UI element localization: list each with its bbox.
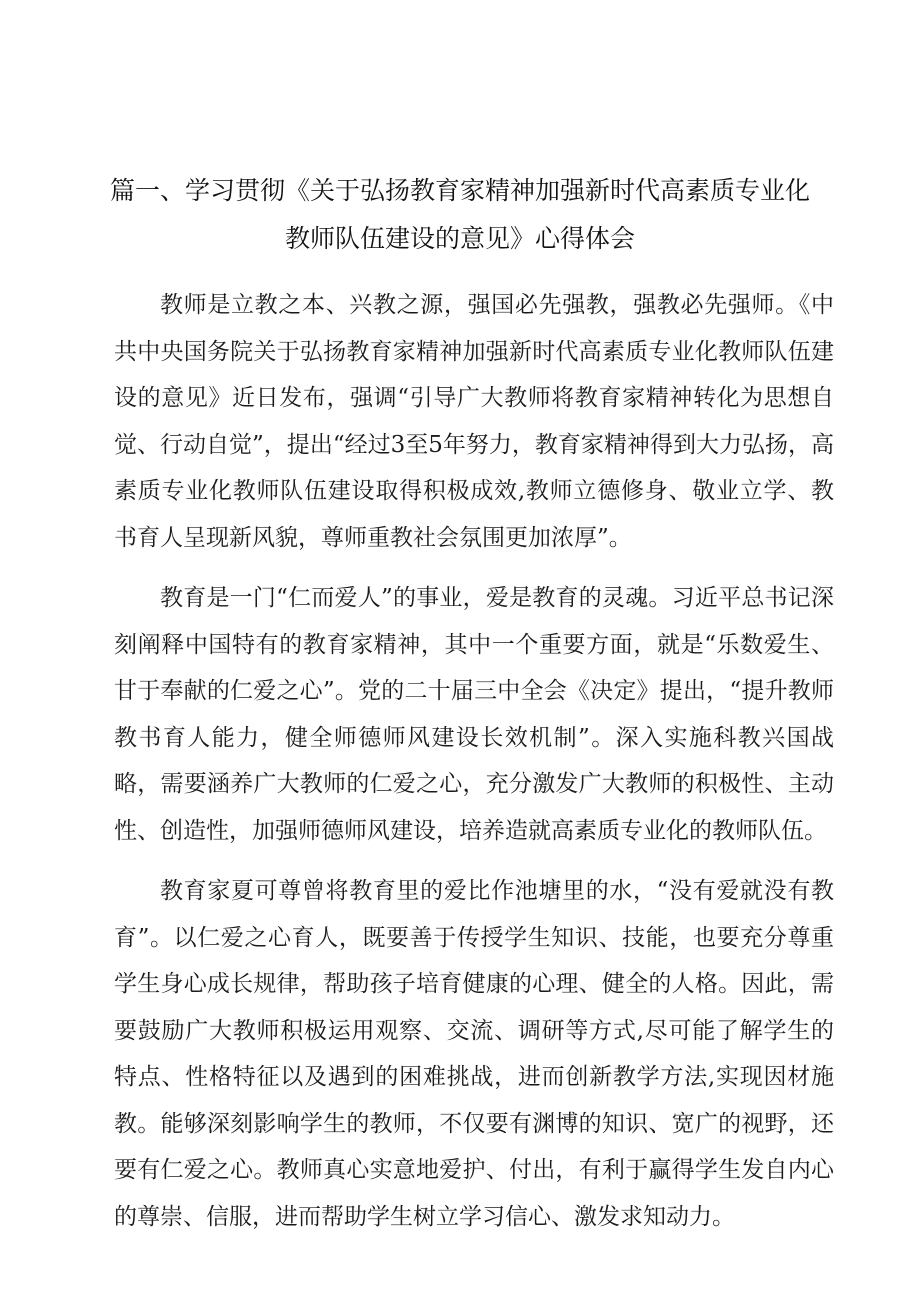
title-line-1: 篇一、学习贯彻《关于弘扬教育家精神加强新时代高素质专业化 [109, 175, 810, 205]
paragraph-1: 教师是立教之本、兴教之源，强国必先强教，强教必先强师。《中共中央国务院关于弘扬教育家精神加强新时代高素质专业化教师队伍建设的意见》近日发布，强调“引导广大教师将教育家精神转化为思想自觉、行动自觉”，提出“经过3至5年努力，教育家精神得到大力弘扬，高素质专业化教师队伍建设取得积极成效,教师立德修身、敬业立学、教书育人呈现新风貌，尊师重教社会氛围更加浓厚”。 [114, 292, 834, 551]
paragraph-3: 教育家夏可尊曾将教育里的爱比作池塘里的水，“没有爱就没有教育”。以仁爱之心育人，既要善于传授学生知识、技能，也要充分尊重学生身心成长规律，帮助孩子培育健康的心理、健全的人格。因此，需要鼓励广大教师积极运用观察、交流、调研等方式,尽可能了解学生的特点、性格特征以及遇到的困难挑战，进而创新教学方法,实现因材施教。能够深刻影响学生的教师，不仅要有渊博的知识、宽广的视野，还要有仁爱之心。教师真心实意地爱护、付出，有利于赢得学生发自内心的尊崇、信服，进而帮助学生树立学习信心、激发求知动力。 [114, 878, 834, 1230]
title-line-2: 教师队伍建设的意见》心得体会 [284, 223, 635, 253]
document-title [0, 167, 920, 263]
document-body [114, 282, 834, 1254]
paragraph-2: 教育是一门“仁而爱人”的事业，爱是教育的灵魂。习近平总书记深刻阐释中国特有的教育家精神，其中一个重要方面，就是“乐数爱生、甘于奉献的仁爱之心”。党的二十届三中全会《决定》提出，“提升教师教书育人能力，健全师德师风建设长效机制”。深入实施科教兴国战略，需要涵养广大教师的仁爱之心，充分激发广大教师的积极性、主动性、创造性，加强师德师风建设，培养造就高素质专业化的教师队伍。 [114, 585, 834, 844]
